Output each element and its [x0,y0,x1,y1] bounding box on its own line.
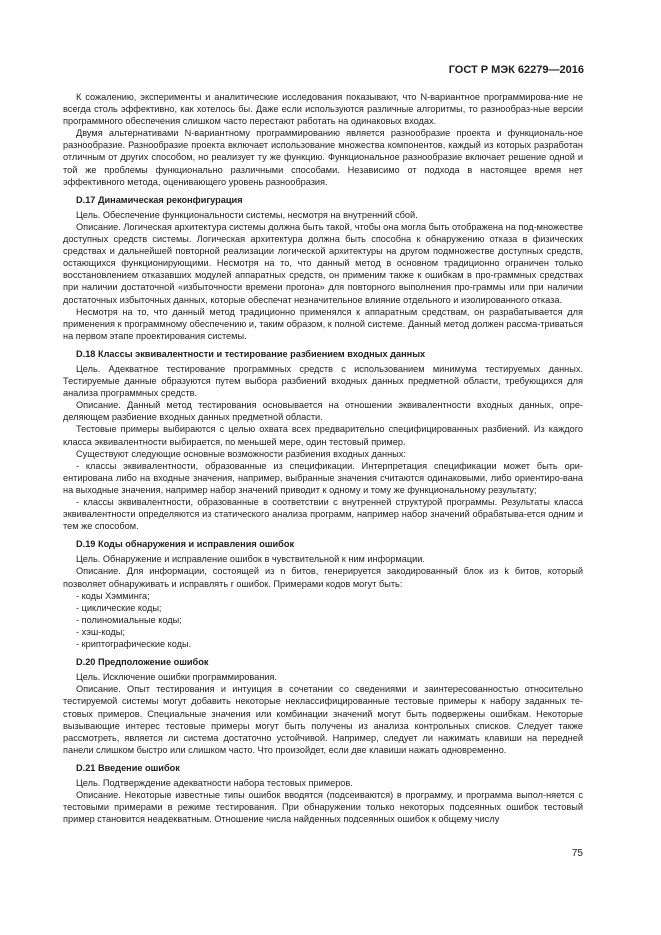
section-heading: D.21 Введение ошибок [76,762,180,773]
paragraph: Описание. Логическая архитектура системы должна быть такой, чтобы она могла быть отображена на под-множестве доступных средств системы. Логическая архитектура должна быть способна к обнаружению отказа в физических средствах и дальнейшей повторной реализации логической архитектуры на другом подмножестве доступных средств, остающихся функционирующими. Несмотря на то, что данный метод в основном традиционно ограничен только восстановлением отказавших модулей аппаратных средств, он применим также к ошибкам в про-граммных средствах при наличии достаточной «избыточности времени прогона» для повторного выполнения про-граммы или при наличии достаточных избыточных данных, которые обеспечат незначительное влияние отдельного и изолированного отказа. [63,221,583,305]
paragraph: Цель. Обеспечение функциональности системы, несмотря на внутренний сбой. [76,209,418,220]
paragraph: Несмотря на то, что данный метод традиционно применялся к аппаратным средствам, он разрабатывается для применения к программному обеспечению и, таким образом, к полной системе. Данный метод должен рассма-триваться на первом этапе проектирования системы. [63,306,583,341]
paragraph: Существуют следующие основные возможности разбиения входных данных: [76,448,406,459]
paragraph: Цель. Обнаружение и исправление ошибок в чувствительной к ним информации. [76,554,425,565]
page-number: 75 [571,848,583,859]
list-item: - полиномиальные коды; [76,614,182,625]
list-item: - криптографические коды. [76,639,192,650]
paragraph: Цель. Исключение ошибки программирования. [76,672,277,683]
paragraph: - классы эквивалентности, образованные из спецификации. Интерпретация спецификации может быть ори-ентирована либо на входные значения, например, выбранные значения считаются одинаковыми, либо ориентиро-вана на выходные значения, например набор значений приводит к одному и тому же функциональному результату; [63,460,583,495]
paragraph: Описание. Некоторые известные типы ошибок вводятся (подсеиваются) в программу, и программа выпол-няется с тестовыми примерами в режиме тестирования. При обнаружении только некоторых подсеянных ошибок тестовый пример становится неадекватным. Отношение числа найденных подсеянных ошибок к общему числу [63,790,583,825]
paragraph: Описание. Для информации, состоящей из n битов, генерируется закодированный блок из k битов, который позволяет обнаруживать и исправлять r ошибок. Примерами кодов могут быть: [63,566,583,589]
paragraph: Описание. Опыт тестирования и интуиция в сочетании со сведениями и заинтересованностью относительно тестируемой системы могут добавить некоторые неклассифицированные тестовые примеры к набору заданных те-стовых примеров. Специальные значения или комбинации значений могут быть подвержены ошибкам. Некоторые вызывающие интерес тестовые примеры могут быть получены из анализа контрольных списков. Следует также рассмотреть, является ли система достаточно устойчивой. Например, следует ли нажимать клавиши на передней панели слишком быстро или слишком часто. Что произойдет, если две клавиши нажать одновременно. [63,684,583,755]
list-item: - коды Хэмминга; [76,590,150,601]
section-heading: D.17 Динамическая реконфигурация [76,194,243,205]
paragraph: Описание. Данный метод тестирования основывается на отношении эквивалентности входных данных, опре-деляющем разбиение входных данных предметной области. [63,400,583,423]
list-item: - циклические коды; [76,602,162,613]
section-heading: D.18 Классы эквивалентности и тестирование разбиением входных данных [76,348,426,359]
paragraph: Двумя альтернативами N-вариантному программированию является разнообразие проекта и функциональ-ное разнообразие. Разнообразие проекта включает использование множества компонентов, каждый из которых разработан отличным от других способом, но реализует ту же функцию. Функциональное разнообразие включает решение одной и той же проблемы функционально различными способами. Независимо от подхода в настоящее время нет эффективного метода, оценивающего уровень разнообразия. [63,128,583,187]
document-body [63,91,583,825]
bullet-list [63,590,583,650]
section-heading: D.20 Предположение ошибок [76,657,209,668]
paragraph: Цель. Адекватное тестирование программных средств с использованием минимума тестируемых данных. Тестируемые данные образуются путем выбора разбиений входных данных предметной области, требующихся для анализа программных средств. [63,363,583,399]
list-item: - хэш-коды; [76,626,125,637]
paragraph: Тестовые примеры выбираются с целью охвата всех предварительно специфицированных разбиений. Из каждого класса эквивалентности выбирается, по меньшей мере, один тестовый пример. [63,424,583,447]
paragraph: К сожалению, эксперименты и аналитические исследования показывают, что N-вариантное программирова-ние не всегда столь эффективно, как хотелось бы. Даже если используются различные алгоритмы, то разнообраз-ные версии программного обеспечения слишком часто перестают работать на одинаковых входах. [63,92,583,127]
standard-code-header: ГОСТ Р МЭК 62279—2016 [448,64,584,76]
paragraph: Цель. Подтверждение адекватности набора тестовых примеров. [76,777,353,788]
section-heading: D.19 Коды обнаружения и исправления ошибок [76,539,295,550]
paragraph: - классы эквивалентности, образованные в соответствии с внутренней структурой программы. Результаты класса эквивалентности определяются из статического анализа программ, например набор значений обрабатыва-ется одним и тем же способом. [63,497,583,532]
